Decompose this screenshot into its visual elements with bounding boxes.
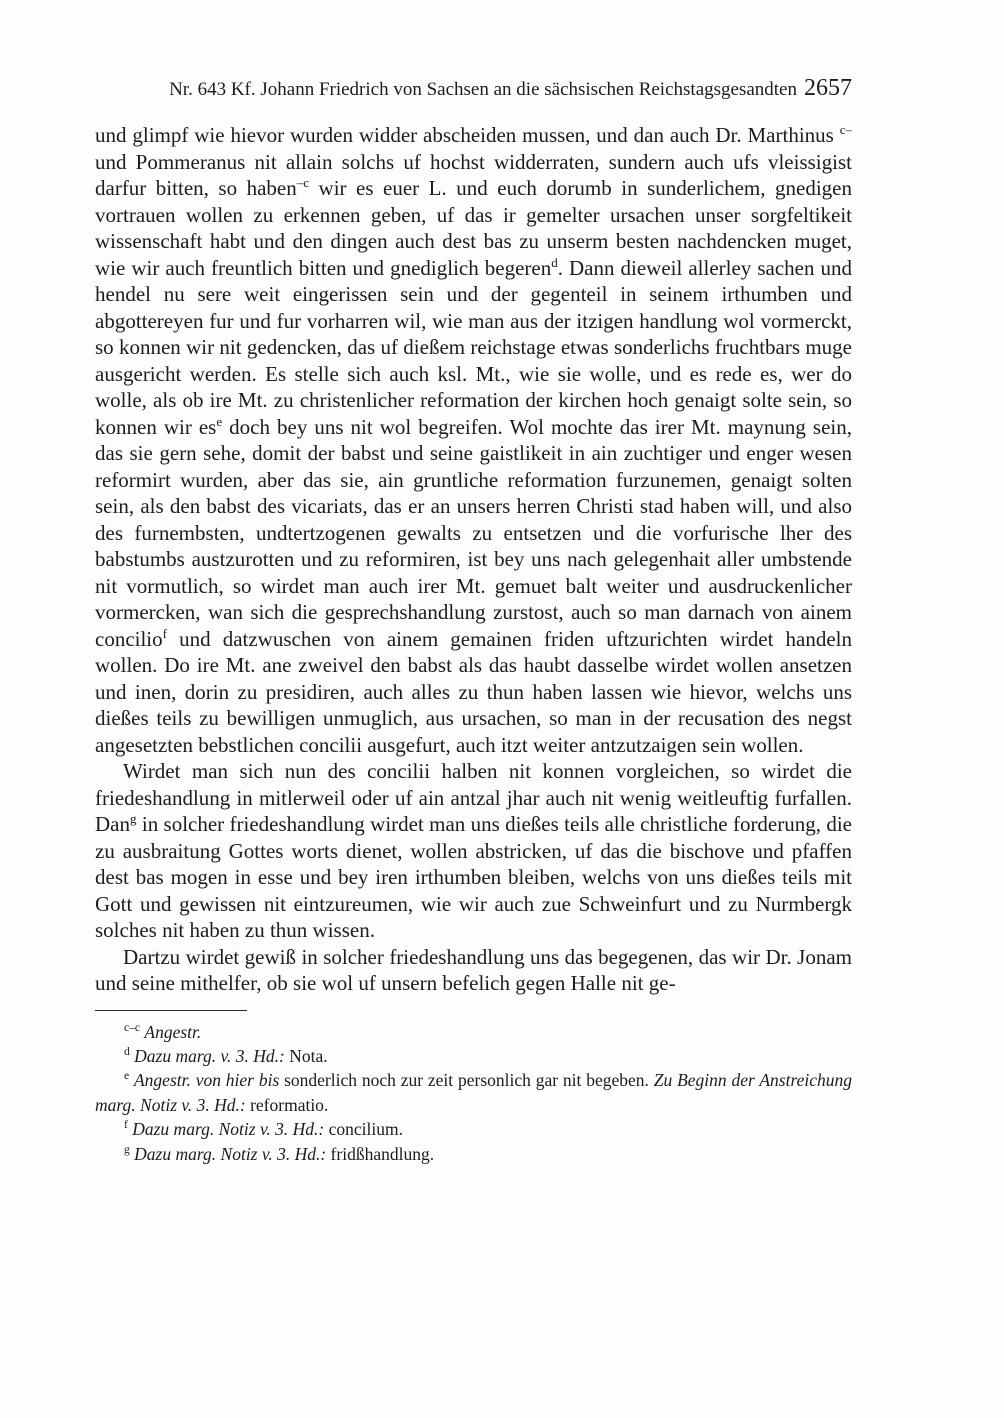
- paragraph-1: [95, 122, 852, 758]
- footnote-e: [95, 1068, 852, 1117]
- footnote-f-text: concilium.: [328, 1119, 403, 1140]
- footnote-g-label: Dazu marg. Notiz v. 3. Hd.:: [134, 1143, 331, 1164]
- footnote-f-marker: f: [124, 1119, 128, 1132]
- footnote-d-text: Nota.: [289, 1045, 328, 1066]
- footnote-c: [95, 1020, 852, 1044]
- footnote-e-text-1: sonderlich noch zur zeit personlich gar nit begeben.: [284, 1070, 654, 1091]
- footnote-f-label: Dazu marg. Notiz v. 3. Hd.:: [132, 1119, 329, 1140]
- text-run: Dartzu wirdet gewiß in solcher friedeshandlung uns das begegenen, das wir Dr. Jonam und seine mithelfer, ob sie wol uf unsern befelich gegen Halle nit ge-: [95, 944, 852, 995]
- footnote-d-marker: d: [124, 1046, 130, 1059]
- text-run: . Dann dieweil allerley sachen und hendel nu sere weit eingerissen sein und der gegenteil in seinem irthumben und abgottereyen fur und fur vorharren wil, wie man aus der itzigen handlung wol vormerckt, so konnen wir nit gedencken, das uf dießem reichstage etwas sonderlichs fruchtbars muge ausgericht werden. Es stelle sich auch ksl. Mt., wie sie wolle, und es rede es, wer do wolle, als ob ire Mt. zu christenlicher reformation der kirchen hoch genaigt solte sein, so konnen wir es: [95, 255, 852, 439]
- footnotes-section: [95, 1010, 852, 1166]
- footnote-f: [95, 1117, 852, 1141]
- footnote-separator-rule: [95, 1010, 247, 1011]
- text-run: und datzwuschen von ainem gemainen friden uftzurichten wirdet handeln wollen. Do ire Mt. ane zweivel den babst als das haubt dasselbe wirdet wollen ansetzen und inen, dorin zu presidiren, auch alles zu thun haben lassen wie hievor, welchs uns dießes teils zu bewilligen unmuglich, aus ursachen, so man in der recusation des negst angesetzten bebstlichen concilii ausgefurt, auch itzt weiter antzutzaigen sein wollen.: [95, 626, 852, 757]
- footnote-marker-c-close: –c: [296, 175, 310, 190]
- footnote-g: [95, 1142, 852, 1166]
- text-run: in solcher friedeshandlung wirdet man uns dießes teils alle christliche forderung, die zu ausbraitung Gottes worts dienet, wollen abstricken, uf das die bischove und pfaffen dest bas mogen in esse und bey iren irthumben bleiben, welchs von uns dießes teils mit Gott und gewissen nit eintzureumen, wie wir auch zue Schweinfurt und zu Nurmbergk solches nit haben zu thun wissen.: [95, 812, 852, 942]
- footnote-e-text-2: reformatio.: [250, 1094, 329, 1115]
- footnote-marker-g: g: [130, 811, 137, 826]
- page-number: 2657: [804, 75, 852, 101]
- footnote-g-marker: g: [124, 1143, 130, 1156]
- running-header: [95, 76, 852, 102]
- footnote-d: [95, 1044, 852, 1068]
- paragraph-3: [95, 944, 852, 997]
- text-run: doch bey uns nit wol begreifen. Wol mochte das irer Mt. maynung sein, das sie gern sehe, domit der babst und seine gaistlikeit in ain zuchtiger und enger wesen reformirt wurden, aber das sie, ain gruntliche reformation furzunemen, genaigt solten sein, als den babst des vicariats, das er an unsers herren Christi stad haben will, und also des furnembsten, undtertzogenen gewalts zu entsetzen und die vorfurische lher des babstumbs austzurotten und zu reformiren, ist bey uns nach gelegenhait aller umbstende nit vormutlich, so wirdet man auch irer Mt. gemuet balt weiter und ausdruckenlicher vormercken, wan sich die gesprechshandlung zurstost, auch so man darnach von ainem concilio: [95, 414, 852, 651]
- footnote-e-label-2: Zu Beginn der Anstreichung marg. Notiz v. 3. Hd.:: [95, 1070, 853, 1115]
- paragraph-2: [95, 758, 852, 944]
- footnote-marker-d: d: [551, 254, 558, 270]
- footnote-marker-f: f: [162, 625, 167, 641]
- footnote-e-marker: e: [124, 1070, 130, 1083]
- text-run: und glimpf wie hievor wurden widder abscheiden mussen, und dan auch Dr. Marthinus: [95, 123, 840, 147]
- footnote-g-text: fridßhandlung.: [330, 1143, 435, 1164]
- footnote-marker-e: e: [216, 413, 223, 429]
- footnote-c-marker: c–c: [124, 1021, 141, 1034]
- footnote-c-text: Angestr.: [144, 1021, 202, 1042]
- header-title: Nr. 643 Kf. Johann Friedrich von Sachsen an die sächsischen Reichstagsgesandten: [169, 79, 797, 100]
- text-run: Wirdet man sich nun des concilii halben nit konnen vorgleichen, so wirdet die friedeshandlung in mitlerweil oder uf ain antzal jhar auch nit wenig weitleuftig furfallen. Dan: [95, 759, 852, 836]
- text-run: wir es euer L. und euch dorumb in sunderlichem, gnedigen vortrauen wollen zu erkennen geben, uf das ir gemelter ursachen unser sorgfeltikeit wissenschaft habt und den dingen auch dest bas zu unserm besten nachdencken muget, wie wir auch freuntlich bitten und gnediglich begeren: [95, 176, 852, 280]
- body-text: [95, 122, 852, 997]
- footnote-e-label-1: Angestr. von hier bis: [133, 1070, 285, 1091]
- text-run: und Pommeranus nit allain solchs uf hochst widderraten, sundern auch ufs vleissigist darfur bitten, so haben: [95, 149, 852, 200]
- footnote-d-label: Dazu marg. v. 3. Hd.:: [134, 1045, 290, 1066]
- footnote-marker-c-open: c–: [839, 122, 852, 137]
